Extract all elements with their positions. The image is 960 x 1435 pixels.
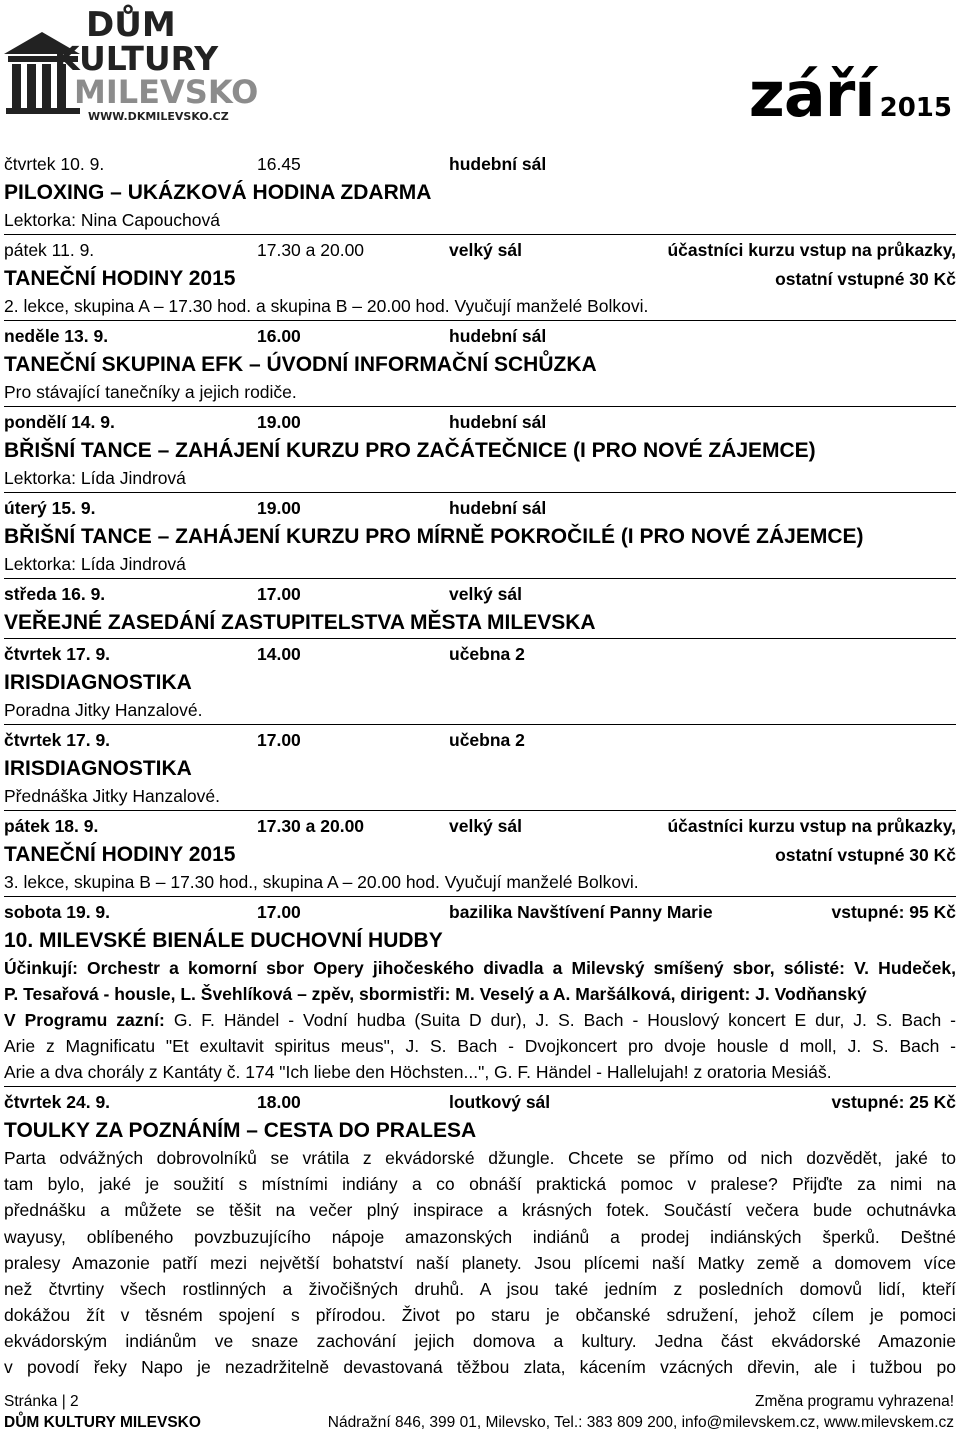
performers-line: Účinkují: Orchestr a komorní sbor Opery jihočeského divadla a Milevský smíšený sbor, sólisté: V. Hudeček,	[4, 958, 956, 978]
event-note: účastníci kurzu vstup na průkazky,	[667, 240, 956, 260]
event-time: 16.45	[257, 154, 301, 174]
event-title: PILOXING – UKÁZKOVÁ HODINA ZDARMA	[4, 181, 432, 204]
event-date: pondělí 14. 9.	[4, 412, 115, 432]
event-place: velký sál	[449, 816, 522, 836]
event-date: čtvrtek 24. 9.	[4, 1092, 111, 1113]
desc-line: Parta odvážných dobrovolníků se vrátila z ekvádorské džungle. Chcete se přímo od nich dozvědět, jaké to	[4, 1148, 956, 1169]
event-block	[4, 642, 956, 725]
event-note	[649, 152, 956, 178]
event-note	[649, 410, 956, 436]
event-block	[4, 410, 956, 493]
event-date: čtvrtek 10. 9.	[4, 154, 105, 174]
event-place: hudební sál	[449, 154, 547, 174]
event-title: VEŘEJNÉ ZASEDÁNÍ ZASTUPITELSTVA MĚSTA MILEVSKA	[4, 611, 596, 634]
event-meta	[4, 900, 956, 926]
event-title-row	[4, 264, 956, 293]
event-title: 10. MILEVSKÉ BIENÁLE DUCHOVNÍ HUDBY	[4, 929, 443, 952]
event-note: vstupné: 25 Kč	[831, 1092, 956, 1113]
program-text: G. F. Händel - Vodní hudba (Suita D dur), J. S. Bach - Houslový koncert E dur, J. S. Bach -	[173, 1010, 957, 1031]
event-block	[4, 152, 956, 235]
logo-line2: KULTURY	[54, 39, 219, 78]
event-time: 18.00	[257, 1092, 301, 1113]
event-block	[4, 814, 956, 897]
event-meta	[4, 152, 956, 178]
event-title: TOULKY ZA POZNÁNÍM – CESTA DO PRALESA	[4, 1119, 477, 1143]
event-block-bienale	[4, 900, 956, 1087]
event-block	[4, 324, 956, 407]
desc-line: wayusy, oblíbeného povzbuzujícího nápoje amazonských indiánů a prodej indiánských šperků. Deštné	[4, 1226, 956, 1247]
event-note: účastníci kurzu vstup na průkazky,	[667, 816, 956, 836]
footer-brand: DŮM KULTURY MILEVSKO	[4, 1414, 201, 1431]
event-place: učebna 2	[449, 730, 525, 750]
footer-contact: Nádražní 846, 399 01, Milevsko, Tel.: 383 809 200, info@milevskem.cz, www.milevskem.cz	[327, 1414, 954, 1431]
event-meta	[4, 238, 956, 264]
event-date: pátek 18. 9.	[4, 816, 99, 836]
event-date: neděle 13. 9.	[4, 326, 109, 346]
footer-top	[4, 1393, 954, 1411]
event-title: BŘIŠNÍ TANCE – ZAHÁJENÍ KURZU PRO ZAČÁTEČNICE (I PRO NOVÉ ZÁJEMCE)	[4, 439, 816, 462]
event-meta	[4, 1090, 956, 1116]
program-list	[4, 152, 956, 1380]
event-block-toulky	[4, 1090, 956, 1380]
performers-line: P. Tesařová - housle, L. Švehlíková – zpěv, sbormistři: M. Veselý a A. Maršálková, dirigent: J. Vodňanský	[4, 984, 867, 1005]
event-place: bazilika Navštívení Panny Marie	[449, 902, 713, 922]
event-title: BŘIŠNÍ TANCE – ZAHÁJENÍ KURZU PRO MÍRNĚ POKROČILÉ (I PRO NOVÉ ZÁJEMCE)	[4, 525, 864, 548]
program-line: Arie a dva chorály z Kantáty č. 174 "Ich liebe den Höchsten...", G. F. Händel - Hallelujah! z oratoria Mesiáš.	[4, 1062, 832, 1083]
event-desc: Lektorka: Lída Jindrová	[4, 554, 186, 574]
month-name: září	[748, 58, 875, 131]
event-date: čtvrtek 17. 9.	[4, 730, 111, 750]
event-note	[649, 582, 956, 608]
logo-url: WWW.DKMILEVSKO.CZ	[88, 110, 229, 123]
event-note	[649, 642, 956, 668]
event-meta	[4, 728, 956, 754]
event-desc: Pro stávající tanečníky a jejich rodiče.	[4, 382, 297, 402]
event-time: 19.00	[257, 498, 301, 518]
event-block	[4, 496, 956, 579]
event-place: učebna 2	[449, 644, 525, 664]
month-heading	[749, 58, 952, 131]
event-title: IRISDIAGNOSTIKA	[4, 757, 192, 780]
event-date: úterý 15. 9.	[4, 498, 96, 518]
event-date: čtvrtek 17. 9.	[4, 644, 111, 664]
logo-line1: DŮM	[86, 5, 176, 45]
event-note	[649, 324, 956, 350]
event-time: 17.00	[257, 902, 301, 922]
event-block	[4, 238, 956, 321]
event-time: 17.00	[257, 584, 301, 604]
event-meta	[4, 582, 956, 608]
desc-line: ekvádorským indiánům ve snaze zachování jejich domova a kultury. Jedna část ekvádorské Amazonie	[4, 1330, 956, 1351]
event-time: 17.30 a 20.00	[257, 240, 365, 260]
event-date: pátek 11. 9.	[4, 240, 95, 260]
event-title-note: ostatní vstupné 30 Kč	[775, 269, 956, 289]
event-note	[649, 496, 956, 522]
month-year: 2015	[879, 93, 952, 123]
event-title: IRISDIAGNOSTIKA	[4, 671, 192, 694]
event-place: hudební sál	[449, 498, 547, 518]
event-block	[4, 582, 956, 639]
event-title-row	[4, 840, 956, 869]
event-place: loutkový sál	[449, 1092, 551, 1113]
event-desc: 3. lekce, skupina B – 17.30 hod., skupina A – 20.00 hod. Vyučují manželé Bolkovi.	[4, 872, 639, 892]
event-desc: 2. lekce, skupina A – 17.30 hod. a skupina B – 20.00 hod. Vyučují manželé Bolkovi.	[4, 296, 649, 316]
event-note: vstupné: 95 Kč	[831, 902, 956, 922]
desc-line: dokážou žít v těsném spojení s přírodou. Život po staru je občanské sdružení, jehož cílem je pomoci	[4, 1304, 956, 1325]
page-number: Stránka | 2	[4, 1393, 79, 1410]
event-title: TANEČNÍ HODINY 2015	[4, 267, 236, 290]
event-place: hudební sál	[449, 326, 547, 346]
event-desc: Přednáška Jitky Hanzalové.	[4, 786, 220, 806]
event-desc: Lektorka: Lída Jindrová	[4, 468, 186, 488]
program-label: V Programu zazní:	[4, 1010, 165, 1031]
event-meta	[4, 496, 956, 522]
desc-line: pralesy Amazonie patří mezi největší bohatství naší planety. Jsou plícemi naší Matky země a domovem více	[4, 1252, 956, 1273]
event-desc: Poradna Jitky Hanzalové.	[4, 700, 203, 720]
event-date: středa 16. 9.	[4, 584, 106, 604]
desc-line: přednášku a můžete se těšit na večer plný inspirace a krásných fotek. Součástí večera bude ochutnávka	[4, 1200, 956, 1221]
dk-milevsko-logo	[2, 2, 270, 124]
event-title: TANEČNÍ HODINY 2015	[4, 843, 236, 866]
program-line: Arie z Magnificatu "Et exultavit spiritus meus", J. S. Bach - Dvojkoncert pro dvoje housle d moll, J. S. Bach -	[4, 1036, 956, 1057]
logo-line3: MILEVSKO	[74, 73, 259, 111]
program-line	[4, 1007, 956, 1033]
event-time: 16.00	[257, 326, 301, 346]
event-meta	[4, 410, 956, 436]
event-meta	[4, 642, 956, 668]
event-meta	[4, 324, 956, 350]
event-time: 17.30 a 20.00	[257, 816, 365, 836]
desc-line: tam bylo, jaké je soužití s místními indiány a co obnáší praktická pomoc v pralese? Přijďte za nimi na	[4, 1174, 956, 1195]
change-notice: Změna programu vyhrazena!	[754, 1393, 954, 1410]
event-time: 14.00	[257, 644, 301, 664]
event-block	[4, 728, 956, 811]
event-meta	[4, 814, 956, 840]
event-time: 17.00	[257, 730, 301, 750]
event-note	[649, 728, 956, 754]
event-place: velký sál	[449, 240, 522, 260]
event-place: velký sál	[449, 584, 522, 604]
desc-line: v povodí řeky Napo je nezadržitelně devastovaná těžbou zlata, kácením vzácných dřevin, ale i tužbou po	[4, 1357, 956, 1378]
event-title: TANEČNÍ SKUPINA EFK – ÚVODNÍ INFORMAČNÍ SCHŮZKA	[4, 353, 597, 376]
desc-line: než čtvrtiny všech rostlinných a živočišných druhů. A jsou také jedním z posledních domovů lidí, kteří	[4, 1278, 956, 1299]
footer-bottom	[4, 1414, 954, 1432]
event-date: sobota 19. 9.	[4, 902, 111, 922]
event-time: 19.00	[257, 412, 301, 432]
event-title-note: ostatní vstupné 30 Kč	[775, 845, 956, 865]
event-desc: Lektorka: Nina Capouchová	[4, 210, 220, 230]
event-place: hudební sál	[449, 412, 547, 432]
